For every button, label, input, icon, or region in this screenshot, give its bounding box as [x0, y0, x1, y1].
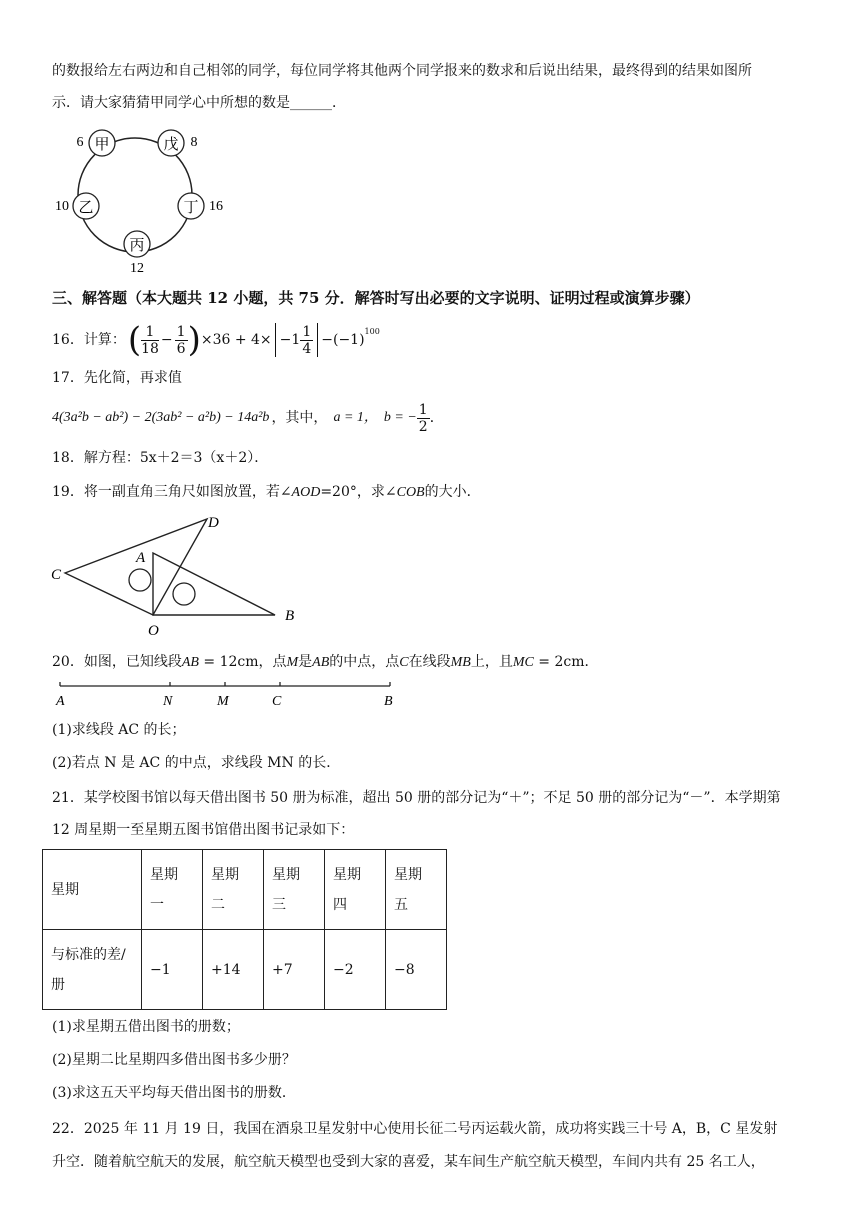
- svg-text:乙: 乙: [78, 200, 94, 216]
- q18: 18．解方程：5x＋2＝3（x＋2）．: [52, 450, 269, 466]
- node-wu: [158, 130, 198, 156]
- node-jia: [77, 130, 116, 156]
- q16-times: ×36 + 4×: [200, 332, 272, 348]
- svg-text:丙: 丙: [129, 238, 145, 254]
- q15-line1: 的数报给左右两边和自己相邻的同学，每位同学将其他两个同学报来的数求和后说出结果，最终得到的结果如图所: [52, 63, 752, 79]
- point-c: C: [272, 694, 282, 709]
- q21-line2: 12 周星期一至星期五图书馆借出图书记录如下：: [52, 822, 355, 838]
- table-row: [43, 930, 447, 1010]
- q16-number: 16．计算：: [52, 332, 126, 348]
- node-yi: [55, 193, 99, 219]
- table-cell-day5: 星期 五: [386, 850, 447, 930]
- node-bing: [124, 231, 150, 276]
- svg-text:6: 6: [76, 135, 84, 150]
- q16: 16．计算： ( $\frac{1}{18}$ − $\frac{1}{6}$ ) ×36 + 4× − 1 $\frac{1}{4}$ −(−1) $^{100}$: [52, 320, 380, 360]
- point-n: N: [163, 694, 173, 709]
- label-c: C: [51, 567, 62, 583]
- table-header-weekday: 星期: [43, 850, 142, 930]
- q19-triangle-figure: [45, 508, 315, 643]
- q21-line1: 21．某学校图书馆以每天借出图书 50 册为标准，超出 50 册的部分记为“＋”；不足 50 册的部分记为“－”．本学期第: [52, 790, 781, 806]
- table-cell-day3: 星期 三: [264, 850, 325, 930]
- q21-table: [42, 849, 447, 1010]
- q16-minus: −(−1): [321, 332, 365, 348]
- point-m: M: [217, 694, 229, 709]
- label-d: D: [208, 515, 219, 531]
- table-value-day5: −8: [386, 930, 447, 1010]
- q15-line2: 示．请大家猜猜甲同学心中所想的数是______．: [52, 95, 346, 111]
- point-a: A: [56, 694, 65, 709]
- q20-segment-figure: [50, 678, 410, 713]
- svg-text:12: 12: [130, 261, 144, 276]
- q17-expression: 4(3a²b − ab²) − 2(3ab² − a²b) − 14a²b ，其中， a = 1， b = − $\frac{1}{2}$ ．: [52, 401, 444, 435]
- triangle-cod: [65, 519, 207, 615]
- point-b: B: [384, 694, 393, 709]
- q16-fraction2: $\frac{1}{6}$: [176, 323, 186, 357]
- svg-text:丁: 丁: [183, 200, 199, 216]
- table-cell-day4: 星期 四: [325, 850, 386, 930]
- q20-text: 20．如图，已知线段AB = 12cm，点M是AB的中点，点C在线段MB上，且MC = 2cm．: [52, 654, 599, 670]
- node-ding: [178, 193, 223, 219]
- q20-sub2: (2)若点 N 是 AC 的中点，求线段 MN 的长．: [52, 755, 341, 771]
- circle-hole-1: [129, 569, 151, 591]
- circle-hole-2: [173, 583, 195, 605]
- q15-circle-figure: [50, 122, 240, 277]
- table-value-day3: +7: [264, 930, 325, 1010]
- q19-text: 19．将一副直角三角尺如图放置，若∠AOD=20°，求∠COB的大小．: [52, 484, 481, 500]
- q16-exponent: 100: [364, 327, 380, 336]
- q20-sub1: (1)求线段 AC 的长；: [52, 722, 186, 738]
- svg-text:16: 16: [209, 199, 223, 214]
- table-cell-day1: 星期 一: [142, 850, 203, 930]
- section3-heading: 三、解答题（本大题共 12 小题，共 75 分．解答时写出必要的文字说明、证明过程或演算步骤）: [52, 289, 700, 307]
- table-value-day4: −2: [325, 930, 386, 1010]
- q22-line1: 22．2025 年 11 月 19 日，我国在酒泉卫星发射中心使用长征二号丙运载火箭，成功将实践三十号 A，B，C 星发射: [52, 1121, 778, 1137]
- triangle-aob: [153, 553, 275, 615]
- table-header-diff: 与标准的差/ 册: [43, 930, 142, 1010]
- label-o: O: [148, 623, 159, 639]
- svg-text:甲: 甲: [94, 137, 110, 153]
- table-cell-day2: 星期 二: [203, 850, 264, 930]
- table-value-day1: −1: [142, 930, 203, 1010]
- q22-line2: 升空．随着航空航天的发展，航空航天模型也受到大家的喜爱，某车间生产航空航天模型，车间内共有 25 名工人，: [52, 1154, 765, 1170]
- q21-sub2: (2)星期二比星期四多借出图书多少册？: [52, 1052, 296, 1068]
- svg-text:8: 8: [190, 135, 198, 150]
- label-b: B: [285, 608, 295, 624]
- q21-sub1: (1)求星期五借出图书的册数；: [52, 1019, 240, 1035]
- svg-text:戊: 戊: [163, 137, 179, 153]
- q17-line1: 17．先化简，再求值: [52, 370, 182, 386]
- svg-text:10: 10: [55, 199, 69, 214]
- q16-fraction1: $\frac{1}{18}$: [141, 323, 159, 357]
- q21-sub3: (3)求这五天平均每天借出图书的册数．: [52, 1085, 296, 1101]
- label-a: A: [136, 550, 146, 566]
- table-row: [43, 850, 447, 930]
- table-value-day2: +14: [203, 930, 264, 1010]
